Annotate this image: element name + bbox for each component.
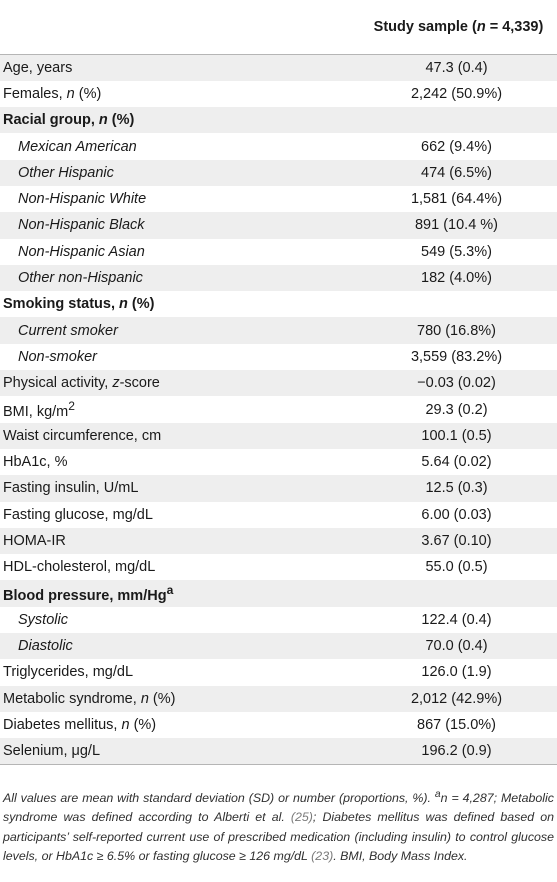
row-label-text: Other non-Hispanic [18, 270, 143, 287]
study-sample-column-header [354, 0, 557, 55]
row-value: 662 (9.4%) [421, 138, 492, 155]
row-value [354, 107, 557, 133]
row-label-text: Diabetes mellitus, [3, 717, 122, 734]
row-value: 182 (4.0%) [421, 270, 492, 287]
row-label-text: Non-Hispanic White [18, 191, 147, 208]
table-section-row [0, 107, 557, 133]
row-label-text: Racial group, [3, 112, 99, 129]
footnote-reference-25[interactable]: (25) [290, 810, 313, 825]
row-value: 55.0 (0.5) [425, 559, 488, 576]
row-label [0, 423, 354, 449]
row-value: 100.1 (0.5) [421, 427, 492, 444]
row-label-text: Diastolic [18, 638, 73, 655]
row-label-suffix: (%) [148, 690, 176, 707]
row-label-text: Blood pressure, mm/Hg [3, 588, 167, 604]
row-label-text: HOMA-IR [3, 532, 66, 549]
row-label-text: Current smoker [18, 322, 118, 339]
row-value: 3,559 (83.2%) [410, 348, 503, 365]
header-text-pre: Study sample ( [373, 19, 477, 35]
row-label-text: Triglycerides, mg/dL [3, 664, 134, 681]
row-label [0, 528, 354, 554]
table-header-row [0, 0, 557, 55]
row-label-italic: n [98, 112, 108, 129]
row-label-text: Systolic [18, 611, 68, 628]
table-section-row [0, 291, 557, 317]
row-value: 867 (15.0%) [417, 717, 496, 734]
row-label-text: HDL-cholesterol, mg/dL [3, 559, 156, 576]
row-label [0, 55, 354, 81]
table-row [0, 212, 557, 238]
row-label-text: Age, years [3, 59, 73, 76]
row-label [0, 449, 354, 475]
row-label-text: Non-Hispanic Asian [18, 243, 145, 260]
table-row [0, 607, 557, 633]
table-row [0, 528, 557, 554]
row-label-suffix: -score [119, 375, 160, 392]
row-label [0, 212, 354, 238]
row-value: 5.64 (0.02) [421, 454, 492, 471]
row-label [0, 291, 354, 317]
row-label [0, 239, 354, 265]
row-label [0, 686, 354, 712]
footnote-part-1: All values are mean with standard deviation (SD) or number (proportions, %). [3, 791, 435, 806]
row-label [0, 738, 354, 764]
row-label [0, 370, 354, 396]
table-body [0, 55, 557, 765]
table-row [0, 317, 557, 343]
table-row [0, 239, 557, 265]
row-value: 1,581 (64.4%) [410, 191, 503, 208]
row-label-text: HbA1c, % [3, 454, 68, 471]
label-column-header [0, 0, 354, 55]
row-label [0, 133, 354, 159]
row-label-superscript: a [166, 583, 174, 598]
row-label-text: Non-smoker [18, 348, 97, 365]
row-label-italic: z [112, 375, 120, 392]
table-section-row [0, 580, 557, 606]
row-label [0, 81, 354, 107]
row-label-italic: n [66, 85, 75, 102]
table-row [0, 160, 557, 186]
row-label-text: Fasting glucose, mg/dL [3, 506, 153, 523]
footnote-part-2: n = 4,287; Metabolic syndrome was defined according to Alberti et al. [3, 791, 554, 825]
row-value: 3.67 (0.10) [421, 532, 492, 549]
row-label [0, 633, 354, 659]
row-label [0, 107, 354, 133]
row-label [0, 160, 354, 186]
row-label-text: Fasting insulin, U/mL [3, 480, 139, 497]
row-value: −0.03 (0.02) [417, 375, 496, 392]
table-row [0, 738, 557, 764]
row-value: 780 (16.8%) [417, 322, 496, 339]
header-text-n: n [476, 19, 486, 35]
row-label-text: Non-Hispanic Black [18, 217, 145, 234]
table-row [0, 186, 557, 212]
row-label-text: Metabolic syndrome, [3, 690, 141, 707]
footnote-part-4: . BMI, Body Mass Index. [333, 849, 468, 864]
row-value: 891 (10.4 %) [414, 217, 499, 234]
row-value [354, 291, 557, 317]
table-footnote [0, 765, 557, 866]
row-value [354, 580, 557, 606]
footnote-part-3: ; Diabetes mellitus was defined based on participants’ self-reported current use of prescribed medication (including insulin) to control glucose levels, or HbA1c ≥ 6.5% or fasting glucose ≥ 126 mg/dL [3, 810, 554, 864]
row-value: 126.0 (1.9) [421, 664, 492, 681]
row-label-text: Mexican American [18, 138, 137, 155]
row-label [0, 502, 354, 528]
row-label-italic: n [140, 690, 149, 707]
table-row [0, 396, 557, 422]
table-row [0, 712, 557, 738]
row-label-suffix: (%) [127, 296, 155, 313]
table-row [0, 686, 557, 712]
row-label-suffix: (%) [129, 717, 157, 734]
row-label-italic: n [119, 296, 128, 313]
row-value: 549 (5.3%) [421, 243, 492, 260]
table-row [0, 81, 557, 107]
row-label-suffix: (%) [107, 112, 135, 129]
row-label-text: BMI, kg/m [3, 403, 69, 420]
row-label-text: Selenium, μg/L [3, 743, 101, 760]
row-label-text: Females, [3, 85, 67, 102]
row-label [0, 554, 354, 580]
row-label-text: Other Hispanic [18, 164, 114, 181]
row-label-superscript: 2 [68, 399, 75, 414]
table-row [0, 449, 557, 475]
table-row [0, 370, 557, 396]
table-row [0, 265, 557, 291]
table-row [0, 554, 557, 580]
table-row [0, 55, 557, 81]
row-label [0, 712, 354, 738]
row-value: 47.3 (0.4) [425, 59, 488, 76]
row-value: 196.2 (0.9) [354, 738, 557, 764]
table-row [0, 659, 557, 685]
row-label-suffix: (%) [74, 85, 102, 102]
row-value: 29.3 (0.2) [425, 401, 488, 418]
row-value: 122.4 (0.4) [421, 611, 492, 628]
row-value: 2,012 (42.9%) [410, 690, 503, 707]
row-label-text: Smoking status, [3, 296, 120, 313]
row-label [0, 475, 354, 501]
row-value: 2,242 (50.9%) [410, 85, 503, 102]
row-label-text: Physical activity, [3, 375, 113, 392]
row-label [0, 659, 354, 685]
row-label [0, 396, 354, 422]
table-row [0, 633, 557, 659]
row-value: 12.5 (0.3) [425, 480, 488, 497]
row-label [0, 186, 354, 212]
footnote-reference-23[interactable]: (23) [311, 849, 334, 864]
row-label-text: Waist circumference, cm [3, 427, 162, 444]
row-value: 70.0 (0.4) [425, 638, 488, 655]
row-value: 6.00 (0.03) [421, 506, 492, 523]
table-row [0, 133, 557, 159]
row-label [0, 317, 354, 343]
header-text-post: = 4,339) [485, 19, 544, 35]
row-label [0, 265, 354, 291]
row-label [0, 344, 354, 370]
row-label-italic: n [121, 717, 130, 734]
footnote-superscript-a: a [434, 789, 441, 801]
table-row [0, 502, 557, 528]
table-row [0, 344, 557, 370]
row-label [0, 607, 354, 633]
row-label [0, 580, 354, 606]
table-row [0, 475, 557, 501]
table-row [0, 423, 557, 449]
row-value: 474 (6.5%) [421, 164, 492, 181]
